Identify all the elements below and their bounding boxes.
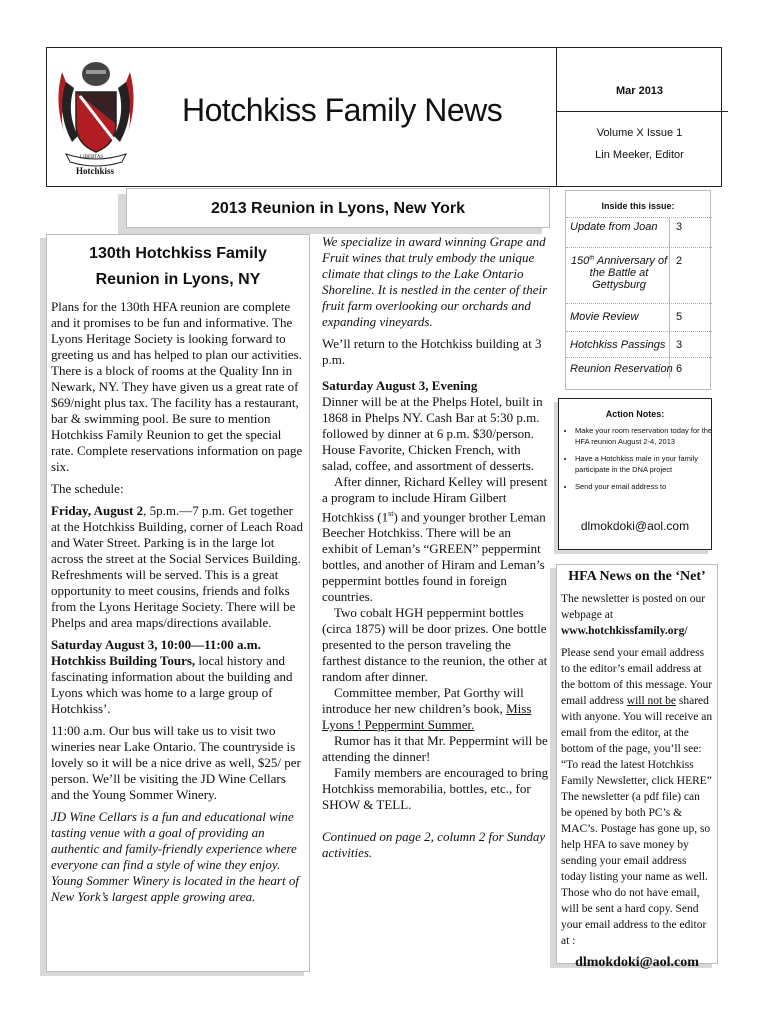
grape-paragraph: We specialize in award winning Grape and Fruit wines that truly embody the unique climate that clings to the Lake Ontario Shoreline. It is nestled in the center of their fruit farm overlooking our orchards and expanding vineyards. (322, 234, 548, 329)
toc-item-page: 2 (676, 255, 683, 267)
bottles-paragraph: Two cobalt HGH peppermint bottles (circa 1875) will be door prizes. One bottle presented to the person traveling the farthest distance to the reunion, the other at random after dinner. (322, 605, 548, 685)
issue-date: Mar 2013 (615, 85, 664, 97)
toc-item-page: 5 (676, 311, 683, 323)
toc-rule (566, 247, 712, 248)
toc-rule (566, 357, 712, 358)
net-title: HFA News on the ‘Net’ (568, 569, 706, 584)
crest-motto: LIBERTAS (80, 155, 104, 160)
evening-label: Saturday August 3, Evening (322, 378, 478, 393)
friday-paragraph (51, 503, 305, 631)
net-email-link[interactable]: dlmokdoki@aol.com (575, 955, 699, 970)
toc-item-label: Reunion Reservation (570, 363, 673, 375)
rumor-paragraph: Rumor has it that Mr. Peppermint will be attending the dinner! (322, 733, 548, 765)
saturday-text: local history and fascinating information about the building and Lyons which was home to a large group of Hotchkiss’. (51, 653, 293, 716)
book-title: Miss Lyons ! Peppermint Summer. (322, 701, 532, 733)
action-note: • Make your room reservation today for the HFA reunion August 2-4, 2013 (575, 425, 715, 447)
friday-text: , 5p.m.—7 p.m. Get together at the Hotchkiss Building, corner of Leach Road and Water Street. Parking is in the large lot across the street at the Social Services Building. Refreshments will be served. This is a great opportunity to meet cousins, friends and folks from the Lyons Heritage Society. There will be Phelps and area maps/directions available. (51, 503, 303, 630)
return-paragraph: We’ll return to the Hotchkiss building at 3 p.m. (322, 336, 542, 367)
bus-paragraph: 11:00 a.m. Our bus will take us to visit two wineries near Lake Ontario. The countryside is lovely so it will be a nice drive as well, $25/ per person. We’ll be visiting the JD Wine Cellars and the Young Sommer Winery. (51, 723, 301, 802)
action-email-link[interactable]: dlmokdoki@aol.com (580, 519, 690, 533)
family-crest-logo (52, 52, 140, 176)
net-intro-text: The newsletter is posted on our webpage at (561, 593, 706, 621)
website-link[interactable]: www.hotchkissfamily.org/ (561, 625, 688, 637)
net-body-text: Please send your email address to the editor’s email address at the bottom of this message. Your email address (561, 647, 713, 707)
newsletter-title: Hotchkiss Family News (182, 92, 503, 128)
reunion-article-column-1 (46, 234, 310, 972)
toc-item-label: Movie Review (570, 311, 639, 323)
toc-item-page: 6 (676, 363, 683, 375)
committee-paragraph (322, 685, 550, 733)
issue-volume: Volume X Issue 1 (596, 127, 683, 139)
friday-label: Friday, August 2 (51, 503, 144, 518)
saturday-tours-paragraph (51, 637, 305, 717)
hfa-net-box (556, 564, 718, 970)
toc-divider (669, 218, 670, 378)
action-note: • Send your email address to (575, 481, 715, 492)
crest-name: Hotchkiss (76, 166, 115, 176)
action-notes-list (565, 425, 715, 498)
toc-item-label: Hotchkiss Passings (570, 339, 666, 351)
family-paragraph: Family members are encouraged to bring Hotchkiss memorabilia, bottles, etc., for SHOW & TELL. (322, 765, 549, 813)
toc-item-page: 3 (676, 221, 683, 233)
jd-wine-paragraph: JD Wine Cellars is a fun and educational wine tasting venue with a goal of providing an authentic and family-friendly experience where everyone can find a style of wine they enjoy. (51, 809, 297, 872)
inside-this-issue-box (565, 190, 711, 390)
reunion-article-column-2 (322, 234, 550, 867)
continued-note: Continued on page 2, column 2 for Sunday activities. (322, 829, 546, 861)
intro-paragraph: Plans for the 130th HFA reunion are complete and it promises to be fun and informative. The Lyons Heritage Society is looking forward to greeting us and has helped to plan our activities. There is a block of rooms at the Quality Inn in Newark, NY. They have given us a great rate of $69/night plus tax. The facility has a restaurant, bar & swimming pool. Be sure to mention Hotchkiss Family Reunion to get the special rate. Complete reservations information on page six. (51, 299, 303, 474)
divider (557, 111, 728, 112)
committee-text: Committee member, Pat Gorthy will introduce her new children’s book, (322, 685, 524, 717)
article-heading-line-2: Reunion in Lyons, NY (95, 271, 261, 288)
action-notes-title: Action Notes: (605, 409, 665, 419)
net-body (561, 645, 713, 949)
program-text: After dinner, Richard Kelley will present a program to include Hiram Gilbert Hotchkiss (1 (322, 474, 548, 525)
section-header: 2013 Reunion in Lyons, New York (126, 188, 550, 228)
toc-rule (566, 217, 712, 218)
action-note: • Have a Hotchkiss male in your family participate in the DNA project (575, 453, 715, 475)
toc-item-label: 150th Anniversary of the Battle at Gettysburg (570, 255, 668, 291)
action-notes-box (558, 398, 712, 550)
saturday-label: Saturday August 3, 10:00—11:00 a.m. Hotchkiss Building Tours, (51, 637, 261, 668)
net-intro (561, 591, 713, 639)
dinner-paragraph: Dinner will be at the Phelps Hotel, built in 1868 in Phelps NY. Cash Bar at 5:30 p.m. followed by dinner at 6 p.m. $30/person. House Favorite, Chicken French, with salad, coffee, and assortment of desserts. (322, 394, 543, 473)
program-paragraph (322, 474, 550, 605)
toc-item-label: Update from Joan (570, 221, 658, 233)
schedule-label: The schedule: (51, 481, 124, 496)
issue-info-box (556, 47, 722, 187)
issue-editor: Lin Meeker, Editor (595, 149, 684, 161)
net-body-text-cont: shared with anyone. You will receive an email from the editor, at the bottom of the page, you’ll see: “To read the latest Hotchkiss Family Newsletter, click HERE” The newsletter (a pdf file) can be opened by both PC’s & MAC’s. Postage has gone up, so help HFA to save money by sending your email address today listing your name as well. Those who do not have email, will be sent a hard copy. Send your email address to the editor at : (561, 695, 713, 947)
young-sommer-paragraph: Young Sommer Winery is located in the heart of New York’s largest apple growing area. (51, 873, 299, 904)
evening-paragraph (322, 378, 550, 394)
toc-rule (566, 303, 712, 304)
article-heading-line-1: 130th Hotchkiss Family (89, 245, 267, 262)
program-sup: st (388, 509, 394, 518)
toc-item-page: 3 (676, 339, 683, 351)
inside-title: Inside this issue: (601, 201, 675, 211)
net-body-underline: will not be (626, 695, 676, 707)
program-text-cont: ) and younger brother Leman Beecher Hotchkiss. There will be an exhibit of Leman’s “GREEN” peppermint bottles, and another of Hiram and Leman’s peppermint bottles found in foreign countries. (322, 509, 546, 605)
toc-rule (566, 331, 712, 332)
